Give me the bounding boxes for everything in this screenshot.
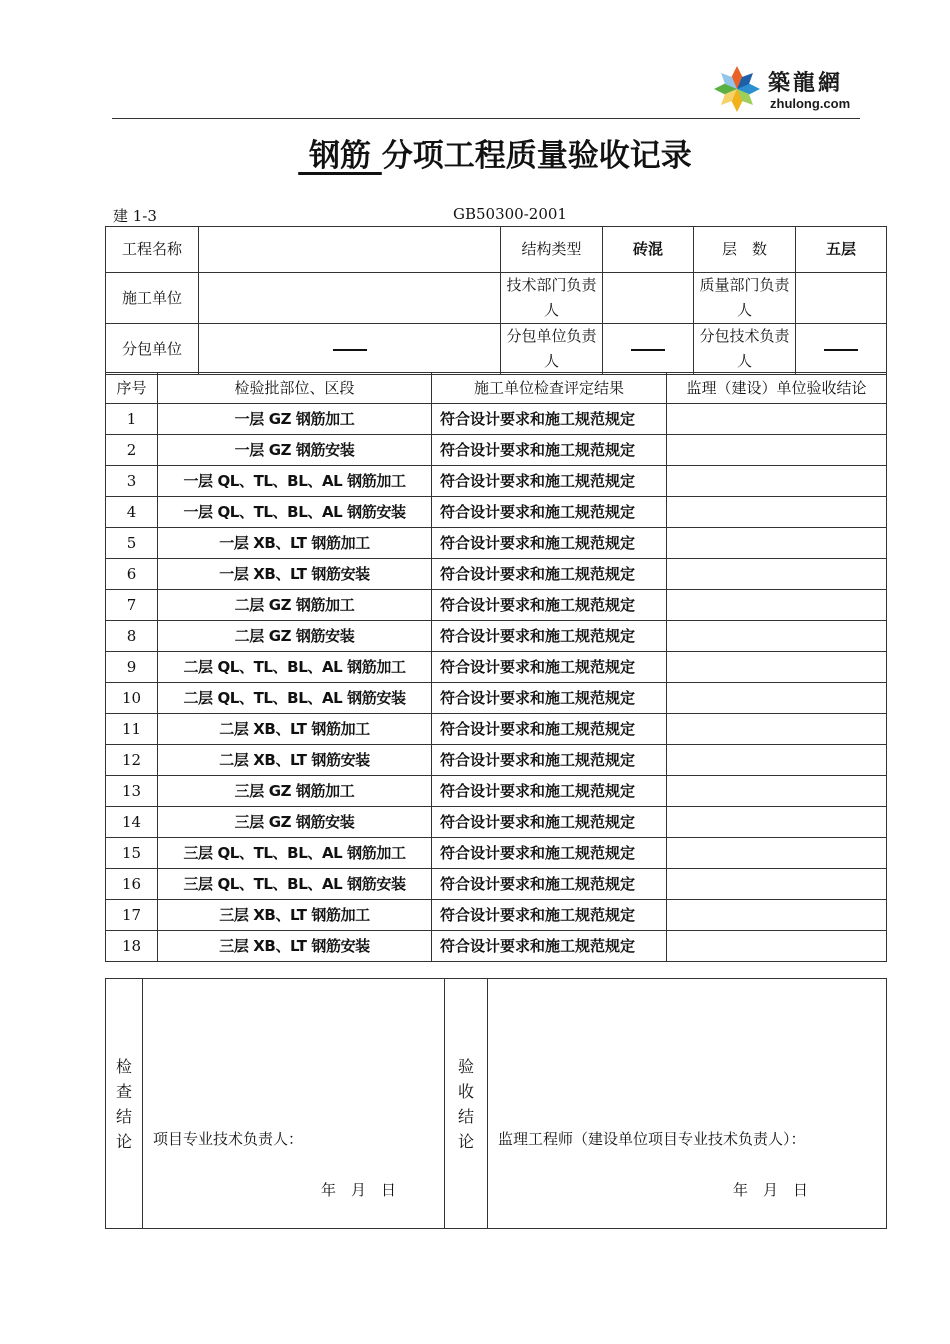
row-result: 符合设计要求和施工规范规定 [432, 466, 667, 497]
row-no: 1 [106, 404, 158, 435]
row-conclusion[interactable] [667, 869, 887, 900]
subcontractor-label: 分包单位 [106, 324, 199, 375]
row-part: 一层 QL、TL、BL、AL 钢筋加工 [158, 466, 432, 497]
table-row [106, 900, 887, 931]
row-no: 7 [106, 590, 158, 621]
form-code: 建 1-3 [113, 207, 157, 225]
row-part: 二层 QL、TL、BL、AL 钢筋安装 [158, 683, 432, 714]
row-no: 18 [106, 931, 158, 962]
inspection-conclusion-label [106, 979, 143, 1229]
vertical-label-char: 验 [457, 1056, 474, 1076]
row-result: 符合设计要求和施工规范规定 [432, 559, 667, 590]
table-row [106, 931, 887, 962]
table-row [106, 838, 887, 869]
row-part: 二层 GZ 钢筋加工 [158, 590, 432, 621]
tech-dept-head-value[interactable] [603, 273, 694, 324]
row-part: 二层 XB、LT 钢筋加工 [158, 714, 432, 745]
sub-unit-head-label: 分包单位负责人 [501, 324, 603, 375]
column-header-part: 检验批部位、区段 [158, 373, 432, 404]
project-info-row-3 [106, 324, 887, 375]
table-row [106, 683, 887, 714]
row-part: 一层 GZ 钢筋安装 [158, 435, 432, 466]
structure-type-label: 结构类型 [501, 227, 603, 273]
project-name-label: 工程名称 [106, 227, 199, 273]
table-row [106, 745, 887, 776]
row-no: 10 [106, 683, 158, 714]
row-conclusion[interactable] [667, 683, 887, 714]
table-row [106, 466, 887, 497]
table-row [106, 714, 887, 745]
table-row [106, 621, 887, 652]
column-header-conclusion: 监理（建设）单位验收结论 [667, 373, 887, 404]
vertical-label-char: 收 [457, 1081, 474, 1101]
row-no: 3 [106, 466, 158, 497]
row-no: 14 [106, 807, 158, 838]
vertical-label-char: 结 [115, 1106, 132, 1126]
sub-unit-head-value-dash [631, 349, 665, 351]
acceptance-signer-label: 监理工程师（建设单位项目专业技术负责人）： [498, 1130, 806, 1148]
sub-tech-head-value[interactable] [796, 324, 887, 375]
page-title [0, 130, 950, 175]
row-part: 三层 XB、LT 钢筋安装 [158, 931, 432, 962]
row-result: 符合设计要求和施工规范规定 [432, 404, 667, 435]
column-header-row [106, 373, 887, 404]
row-conclusion[interactable] [667, 745, 887, 776]
row-no: 15 [106, 838, 158, 869]
zhulong-logo-icon [710, 62, 764, 116]
acceptance-conclusion-label [445, 979, 488, 1229]
row-result: 符合设计要求和施工规范规定 [432, 497, 667, 528]
inspection-date: 年 月 日 [321, 1181, 397, 1199]
row-conclusion[interactable] [667, 714, 887, 745]
row-conclusion[interactable] [667, 435, 887, 466]
row-result: 符合设计要求和施工规范规定 [432, 807, 667, 838]
quality-dept-head-value[interactable] [796, 273, 887, 324]
title-subject: 钢筋 [309, 138, 371, 174]
floors-label: 层 数 [694, 227, 796, 273]
row-part: 二层 GZ 钢筋安装 [158, 621, 432, 652]
table-row [106, 435, 887, 466]
row-no: 4 [106, 497, 158, 528]
contractor-label: 施工单位 [106, 273, 199, 324]
column-header-no: 序号 [106, 373, 158, 404]
row-result: 符合设计要求和施工规范规定 [432, 869, 667, 900]
acceptance-date: 年 月 日 [733, 1181, 809, 1199]
row-part: 二层 QL、TL、BL、AL 钢筋加工 [158, 652, 432, 683]
table-row [106, 807, 887, 838]
row-conclusion[interactable] [667, 900, 887, 931]
row-conclusion[interactable] [667, 404, 887, 435]
row-part: 一层 QL、TL、BL、AL 钢筋安装 [158, 497, 432, 528]
conclusion-table [105, 978, 887, 1229]
sub-unit-head-value[interactable] [603, 324, 694, 375]
inspection-rows [106, 404, 887, 962]
quality-dept-head-label: 质量部门负责人 [694, 273, 796, 324]
row-conclusion[interactable] [667, 807, 887, 838]
row-no: 11 [106, 714, 158, 745]
title-rest: 分项工程质量验收记录 [381, 138, 692, 174]
header-divider [112, 118, 860, 119]
table-row [106, 559, 887, 590]
table-row [106, 528, 887, 559]
vertical-label-char: 检 [115, 1056, 132, 1076]
row-result: 符合设计要求和施工规范规定 [432, 435, 667, 466]
row-part: 一层 GZ 钢筋加工 [158, 404, 432, 435]
subcontractor-value-dash [333, 349, 367, 351]
inspection-conclusion-area[interactable] [143, 979, 445, 1229]
column-header-result: 施工单位检查评定结果 [432, 373, 667, 404]
row-result: 符合设计要求和施工规范规定 [432, 900, 667, 931]
vertical-label-char: 论 [115, 1131, 132, 1151]
row-conclusion[interactable] [667, 528, 887, 559]
vertical-label-char: 结 [457, 1106, 474, 1126]
logo-en-text: zhulong.com [770, 96, 851, 111]
row-no: 12 [106, 745, 158, 776]
row-result: 符合设计要求和施工规范规定 [432, 590, 667, 621]
row-no: 6 [106, 559, 158, 590]
row-part: 三层 GZ 钢筋安装 [158, 807, 432, 838]
table-row [106, 869, 887, 900]
table-row [106, 776, 887, 807]
conclusion-row [106, 979, 887, 1229]
row-part: 一层 XB、LT 钢筋加工 [158, 528, 432, 559]
row-part: 二层 XB、LT 钢筋安装 [158, 745, 432, 776]
vertical-label-char: 查 [115, 1081, 132, 1101]
row-result: 符合设计要求和施工规范规定 [432, 745, 667, 776]
row-no: 2 [106, 435, 158, 466]
row-no: 16 [106, 869, 158, 900]
subcontractor-value[interactable] [199, 324, 501, 375]
floors-value[interactable]: 五层 [796, 227, 887, 273]
row-conclusion[interactable] [667, 776, 887, 807]
row-conclusion[interactable] [667, 590, 887, 621]
row-conclusion[interactable] [667, 931, 887, 962]
row-part: 一层 XB、LT 钢筋安装 [158, 559, 432, 590]
table-row [106, 404, 887, 435]
row-result: 符合设计要求和施工规范规定 [432, 714, 667, 745]
row-result: 符合设计要求和施工规范规定 [432, 683, 667, 714]
row-conclusion[interactable] [667, 838, 887, 869]
row-result: 符合设计要求和施工规范规定 [432, 838, 667, 869]
inspection-conclusion-label-text [106, 1054, 142, 1154]
structure-type-value[interactable]: 砖混 [603, 227, 694, 273]
project-info-row-2 [106, 273, 887, 324]
acceptance-conclusion-area[interactable] [488, 979, 887, 1229]
inspection-signer-label: 项目专业技术负责人： [153, 1130, 304, 1148]
sub-tech-head-value-dash [824, 349, 858, 351]
row-conclusion[interactable] [667, 559, 887, 590]
table-row [106, 652, 887, 683]
vertical-label-char: 论 [457, 1131, 474, 1151]
row-no: 9 [106, 652, 158, 683]
row-conclusion[interactable] [667, 621, 887, 652]
project-info-row-1 [106, 227, 887, 273]
standard-code: GB50300-2001 [453, 205, 567, 223]
sub-tech-head-label: 分包技术负责人 [694, 324, 796, 375]
logo-cn-text: 築龍網 [768, 71, 844, 96]
zhulong-logo [708, 60, 858, 118]
row-conclusion[interactable] [667, 652, 887, 683]
row-part: 三层 GZ 钢筋加工 [158, 776, 432, 807]
row-no: 8 [106, 621, 158, 652]
project-info-table [105, 226, 887, 375]
row-part: 三层 XB、LT 钢筋加工 [158, 900, 432, 931]
table-row [106, 497, 887, 528]
row-result: 符合设计要求和施工规范规定 [432, 528, 667, 559]
row-part: 三层 QL、TL、BL、AL 钢筋安装 [158, 869, 432, 900]
inspection-batch-table [105, 372, 887, 962]
contractor-value[interactable] [199, 273, 501, 324]
row-no: 13 [106, 776, 158, 807]
row-result: 符合设计要求和施工规范规定 [432, 931, 667, 962]
row-result: 符合设计要求和施工规范规定 [432, 652, 667, 683]
row-result: 符合设计要求和施工规范规定 [432, 776, 667, 807]
project-name-value[interactable] [199, 227, 501, 273]
acceptance-conclusion-label-text [445, 1054, 487, 1154]
row-part: 三层 QL、TL、BL、AL 钢筋加工 [158, 838, 432, 869]
row-conclusion[interactable] [667, 466, 887, 497]
row-no: 17 [106, 900, 158, 931]
row-result: 符合设计要求和施工规范规定 [432, 621, 667, 652]
tech-dept-head-label: 技术部门负责人 [501, 273, 603, 324]
table-row [106, 590, 887, 621]
row-no: 5 [106, 528, 158, 559]
row-conclusion[interactable] [667, 497, 887, 528]
